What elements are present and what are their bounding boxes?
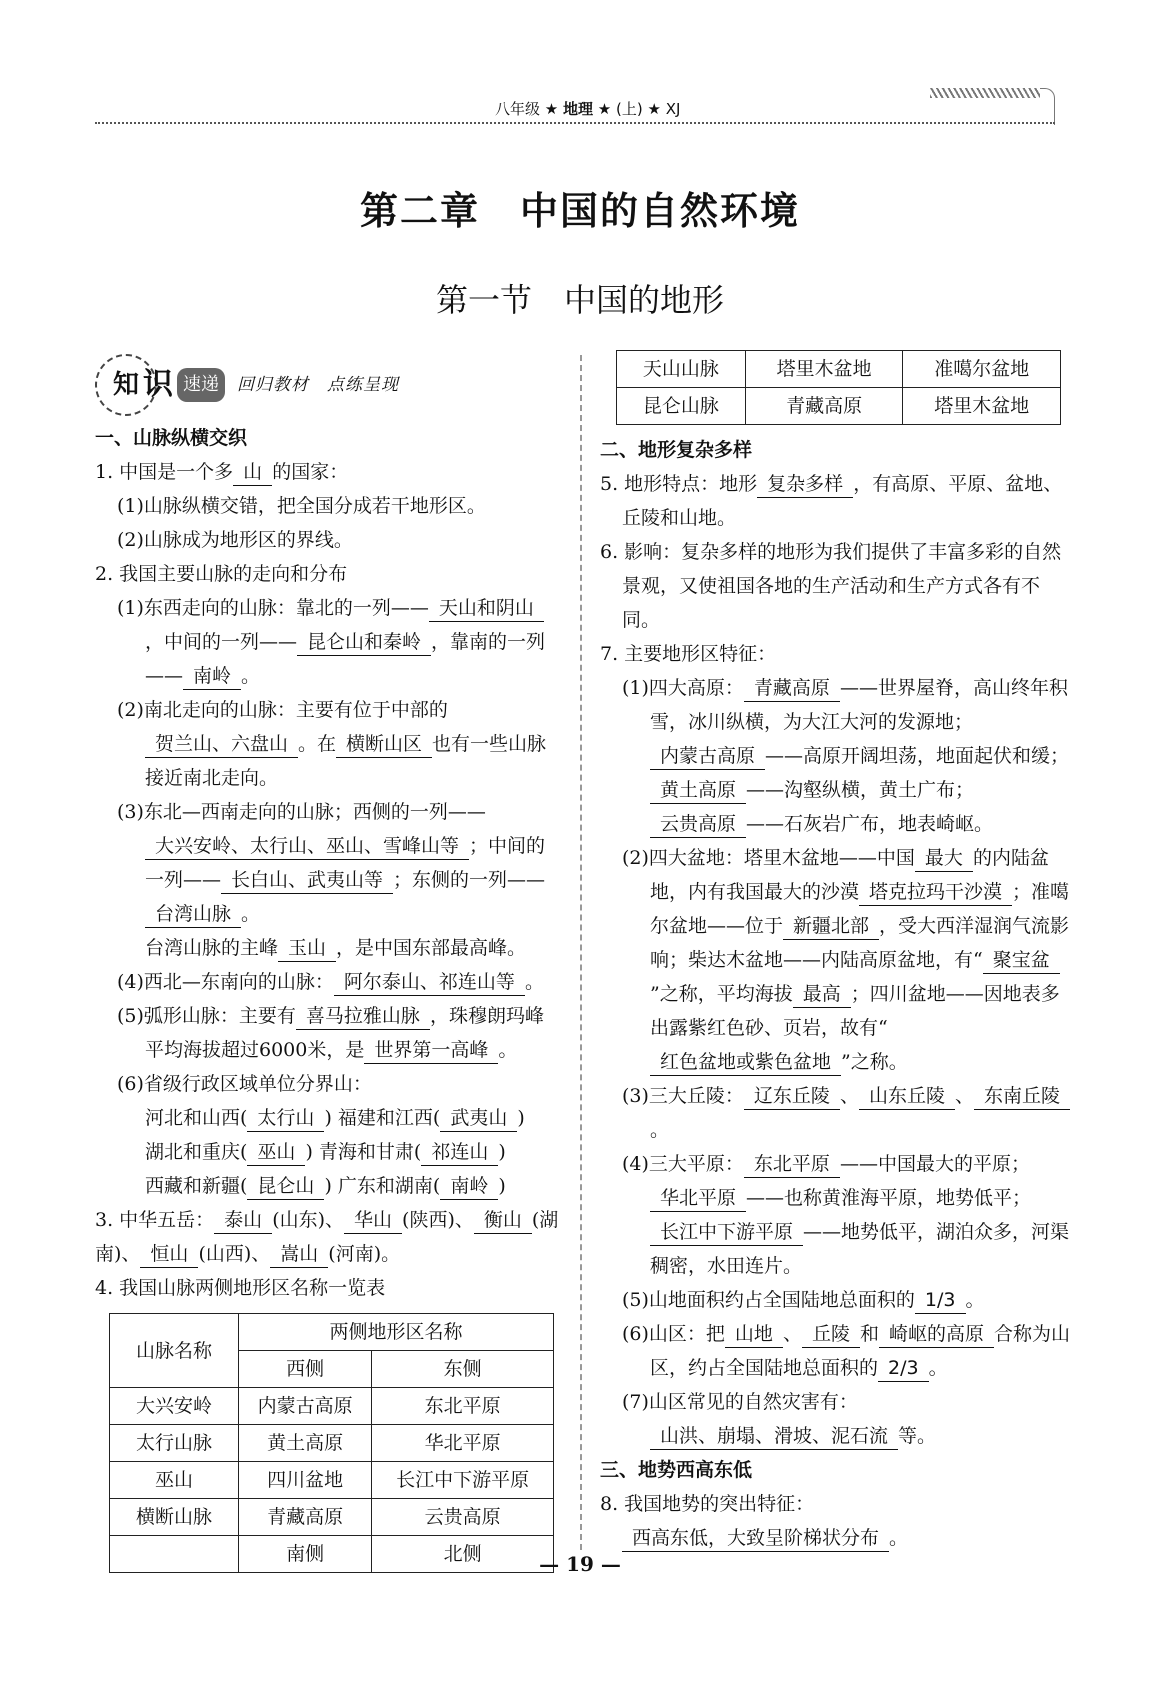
answer: 玉山 [278,935,336,962]
answer: 衡山 [474,1207,532,1234]
heading-3: 三、地势西高东低 [600,1459,753,1481]
mountain-sides-table-continued [616,350,1061,425]
answer: 青藏高原 [744,675,840,702]
chapter-title: 第二章 中国的自然环境 [359,188,800,233]
answer: 南岭 [440,1173,498,1200]
question-2-3: (3)东北—西南走向的山脉；西侧的一列——大兴安岭、太行山、巫山、雪峰山等 ；中间的一列—— 长白山、武夷山等 ；东侧的一列——台湾山脉 。 [95,795,560,931]
table-cell: 准噶尔盆地 [903,351,1061,388]
header-grade: 八年级 [495,100,541,118]
question-3: 3. 中华五岳： 泰山 (山东)、 华山 (陕西)、 衡山 (湖南)、 恒山 (山西)、 嵩山 (河南)。 [95,1203,560,1271]
answer: 新疆北部 [783,913,879,940]
answer: 喜马拉雅山脉 [296,1003,430,1030]
answer: 云贵高原 [650,811,746,838]
question-7-1: (1)四大高原： 青藏高原 ——世界屋脊，高山终年积雪，冰川纵横，为大江大河的发源地；内蒙古高原 ——高原开阔坦荡，地面起伏和缓；黄土高原 ——沟壑纵横，黄土广布；云贵高原 ——石灰岩广布，地表崎岖。 [600,671,1070,841]
table-cell: 内蒙古高原 [239,1388,372,1425]
header-volume: (上) [616,100,643,118]
answer: 祁连山 [421,1139,498,1166]
answer: 世界第一高峰 [364,1037,498,1064]
answer: 嵩山 [270,1241,328,1268]
banner-circle: 知 [95,354,157,416]
left-column [95,355,560,1573]
table-cell: 四川盆地 [239,1462,372,1499]
page-header [95,88,1055,124]
answer: 最大 [915,845,973,872]
border-mountains [95,1101,560,1203]
border-row: 西藏和新疆( 昆仑山 ) 广东和湖南( 南岭 ) [145,1169,560,1203]
question-7-7: (7)山区常见的自然灾害有：山洪、崩塌、滑坡、泥石流 等。 [600,1385,1070,1453]
question-2-4: (4)西北—东南向的山脉： 阿尔泰山、祁连山等 。 [95,965,560,999]
table-cell: 太行山脉 [110,1425,239,1462]
table-row [617,388,1061,425]
table-row [110,1425,554,1462]
banner-main: 识 [143,367,173,402]
answer: 黄土高原 [650,777,746,804]
table-cell: 青藏高原 [239,1499,372,1536]
question-1-1: (1)山脉纵横交错，把全国分成若干地形区。 [117,495,486,517]
table-header: 山脉名称 [110,1314,239,1388]
table-row [110,1462,554,1499]
table-header: 北侧 [372,1536,554,1573]
answer: 阿尔泰山、祁连山等 [334,969,525,996]
answer: 长白山、武夷山等 [221,867,393,894]
table-cell: 塔里木盆地 [745,351,903,388]
answer: 天山和阴山 [429,595,544,622]
table-cell: 长江中下游平原 [372,1462,554,1499]
table-cell: 横断山脉 [110,1499,239,1536]
table-cell: 云贵高原 [372,1499,554,1536]
header-subject: 地理 [563,100,594,118]
page-number: — 19 — [539,1552,621,1576]
answer: 山东丘陵 [859,1083,955,1110]
answer: 山地 [725,1321,783,1348]
answer: 南岭 [183,663,241,690]
answer: 东北平原 [744,1151,840,1178]
answer: 1/3 [915,1287,966,1314]
table-header: 南侧 [239,1536,372,1573]
answer: 武夷山 [440,1105,517,1132]
answer: 长江中下游平原 [650,1219,803,1246]
answer: 贺兰山、六盘山 [145,731,298,758]
answer: 崎岖的高原 [879,1321,994,1348]
border-row: 湖北和重庆( 巫山 ) 青海和甘肃( 祁连山 ) [145,1135,560,1169]
question-1-2: (2)山脉成为地形区的界线。 [117,529,353,551]
answer: 辽东丘陵 [744,1083,840,1110]
table-cell: 大兴安岭 [110,1388,239,1425]
question-7-5: (5)山地面积约占全国陆地总面积的 1/3 。 [600,1283,1070,1317]
table-cell: 黄土高原 [239,1425,372,1462]
mountain-sides-table [109,1313,554,1573]
table-cell: 巫山 [110,1462,239,1499]
table-cell: 天山山脉 [617,351,746,388]
question-6: 6. 影响：复杂多样的地形为我们提供了丰富多彩的自然景观，又使祖国各地的生产活动和生产方式各有不同。 [600,541,1062,631]
answer: 西高东低，大致呈阶梯状分布 [622,1525,889,1552]
question-7: 7. 主要地形区特征： [600,643,777,665]
answer: 昆仑山和秦岭 [297,629,431,656]
border-row: 河北和山西( 太行山 ) 福建和江西( 武夷山 ) [145,1101,560,1135]
table-row [110,1388,554,1425]
answer: 华山 [344,1207,402,1234]
answer: 塔克拉玛干沙漠 [859,879,1012,906]
header-text: 八年级 ★ 地理 ★ (上) ★ XJ [495,100,681,118]
heading-1: 一、山脉纵横交织 [95,427,248,449]
table-row [617,351,1061,388]
question-2-2: (2)南北走向的山脉：主要有位于中部的贺兰山、六盘山 。在 横断山区 也有一些山脉接近南北走向。 [117,699,547,789]
table-cell: 青藏高原 [745,388,903,425]
heading-2: 二、地形复杂多样 [600,439,753,461]
table-cell: 塔里木盆地 [903,388,1061,425]
answer: 泰山 [214,1207,272,1234]
table-cell: 昆仑山脉 [617,388,746,425]
question-2: 2. 我国主要山脉的走向和分布 [95,563,348,585]
answer: 昆仑山 [247,1173,324,1200]
question-2-1: (1)东西走向的山脉：靠北的一列—— 天山和阴山，中间的一列—— 昆仑山和秦岭 ，靠南的一列—— 南岭 。 [95,591,560,693]
question-5: 5. 地形特点：地形 复杂多样 ，有高原、平原、盆地、丘陵和山地。 [600,473,1063,529]
header-decoration [930,88,1040,98]
question-1: 1. 中国是一个多 山 的国家： [95,455,560,489]
answer: 内蒙古高原 [650,743,765,770]
answer: 聚宝盆 [983,947,1060,974]
right-column [600,350,1070,1555]
table-header: 西侧 [239,1351,372,1388]
question-7-3: (3)三大丘陵： 辽东丘陵 、 山东丘陵 、 东南丘陵。 [600,1079,1070,1147]
header-divider [95,122,1055,124]
knowledge-banner [95,355,560,415]
answer: 华北平原 [650,1185,746,1212]
question-2-3-peak: 台湾山脉的主峰 玉山 ，是中国东部最高峰。 [95,931,560,965]
answer: 最高 [793,981,851,1008]
answer: 东南丘陵 [974,1083,1070,1110]
answer: 复杂多样 [757,471,853,498]
table-header: 两侧地形区名称 [239,1314,554,1351]
question-7-2: (2)四大盆地：塔里木盆地——中国 最大 的内陆盆地，内有我国最大的沙漠 塔克拉玛干沙漠 ；准噶尔盆地——位于 新疆北部 ，受大西洋湿润气流影响；柴达木盆地——内陆高原盆地，有“ 聚宝盆”之称，平均海拔 最高 ；四川盆地——因地表多出露紫红色砂、页岩，故有“红色盆地或紫色盆地 ”之称。 [600,841,1070,1079]
question-4: 4. 我国山脉两侧地形区名称一览表 [95,1277,386,1299]
column-divider [580,355,582,1550]
answer: 恒山 [140,1241,198,1268]
answer: 大兴安岭、太行山、巫山、雪峰山等 [145,833,469,860]
question-7-4: (4)三大平原： 东北平原 ——中国最大的平原；华北平原 ——也称黄淮海平原，地势低平；长江中下游平原 ——地势低平，湖泊众多，河渠稠密，水田连片。 [622,1153,1070,1277]
banner-speed: 速递 [177,368,225,402]
table-row [110,1499,554,1536]
answer: 红色盆地或紫色盆地 [650,1049,841,1076]
answer: 丘陵 [802,1321,860,1348]
answer: 山洪、崩塌、滑坡、泥石流 [650,1423,898,1450]
answer: 太行山 [247,1105,324,1132]
table-cell: 华北平原 [372,1425,554,1462]
answer: 山 [233,459,272,486]
section-title: 第一节 中国的地形 [435,281,724,319]
answer: 巫山 [247,1139,305,1166]
header-edition: XJ [665,100,681,118]
question-8: 8. 我国地势的突出特征：西高东低，大致呈阶梯状分布 。 [600,1487,1070,1555]
question-2-6: (6)省级行政区域单位分界山： [117,1073,372,1095]
banner-subtitle: 回归教材 点练呈现 [237,375,399,395]
table-header: 东侧 [372,1351,554,1388]
answer: 台湾山脉 [145,901,241,928]
table-cell: 东北平原 [372,1388,554,1425]
question-7-6: (6)山区：把 山地 、 丘陵 和 崎岖的高原 合称为山区，约占全国陆地总面积的 2/3 。 [600,1317,1070,1385]
header-tab [1040,88,1055,125]
answer: 2/3 [878,1355,929,1382]
answer: 横断山区 [336,731,432,758]
question-2-5: (5)弧形山脉：主要有 喜马拉雅山脉 ，珠穆朗玛峰平均海拔超过6000米，是 世界第一高峰 。 [95,999,560,1067]
